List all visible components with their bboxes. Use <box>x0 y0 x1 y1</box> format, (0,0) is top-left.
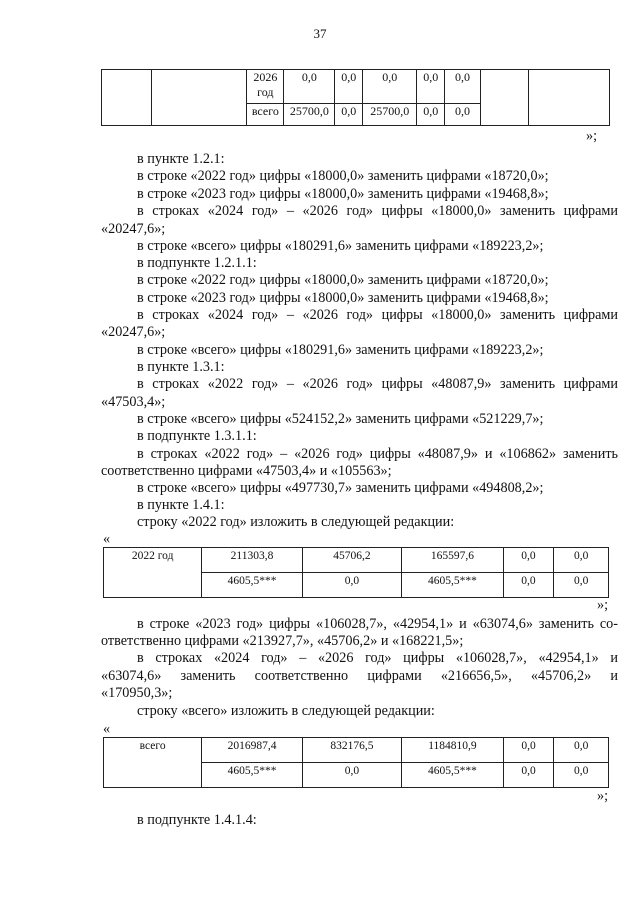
text-line: «63074,6» заменить соответственно цифрами «216656,5», «45706,2» и <box>101 668 618 684</box>
text-line: строку «2022 год» изложить в следующей редакции: <box>137 514 455 530</box>
text-line: соответственно цифрами «47503,4» и «105563»; <box>101 463 392 479</box>
table-2022 <box>103 547 609 598</box>
empty-cell <box>480 70 528 126</box>
row-label: 2022 год <box>104 548 202 598</box>
text-line: в подпункте 1.3.1.1: <box>137 428 257 444</box>
value-cell: 4605,5*** <box>402 763 503 788</box>
empty-cell <box>102 70 152 126</box>
text-line: в пункте 1.2.1: <box>137 151 225 167</box>
value-cell: 0,0 <box>554 763 609 788</box>
value-cell: 832176,5 <box>302 738 401 763</box>
text-line: в строке «всего» цифры «180291,6» заменить цифрами «189223,2»; <box>137 342 544 358</box>
open-quote: « <box>103 531 111 547</box>
value-cell: 4605,5*** <box>202 573 303 598</box>
value-cell: 0,0 <box>335 104 363 126</box>
close-quote: »; <box>597 788 609 804</box>
text-line: в пункте 1.4.1: <box>137 497 225 513</box>
text-line: «20247,6»; <box>101 324 166 340</box>
close-quote: »; <box>597 597 609 613</box>
text-line: в подпункте 1.2.1.1: <box>137 255 257 271</box>
text-line: строку «всего» изложить в следующей редакции: <box>137 703 435 719</box>
text-line: в строке «2023 год» цифры «18000,0» заменить цифрами «19468,8»; <box>137 186 549 202</box>
value-cell: 165597,6 <box>402 548 504 573</box>
value-cell: 0,0 <box>284 70 335 104</box>
value-cell: 0,0 <box>302 573 401 598</box>
text-line: в строке «всего» цифры «497730,7» заменить цифрами «494808,2»; <box>137 480 544 496</box>
text-line: в строке «2022 год» цифры «18000,0» заменить цифрами «18720,0»; <box>137 168 549 184</box>
open-quote: « <box>103 721 111 737</box>
row-label: всего <box>104 738 202 788</box>
year-cell: 2026 год <box>247 70 284 104</box>
value-cell: 4605,5*** <box>402 573 504 598</box>
value-cell: 0,0 <box>554 573 609 598</box>
value-cell: 0,0 <box>503 573 554 598</box>
value-cell: 45706,2 <box>302 548 401 573</box>
text-line: в строке «2023 год» цифры «18000,0» заменить цифрами «19468,8»; <box>137 290 549 306</box>
text-line: в строке «2022 год» цифры «18000,0» заменить цифрами «18720,0»; <box>137 272 549 288</box>
value-cell: 25700,0 <box>284 104 335 126</box>
value-cell: 0,0 <box>363 70 417 104</box>
year-cell: всего <box>247 104 284 126</box>
value-cell: 0,0 <box>417 104 445 126</box>
text-line: в строке «всего» цифры «524152,2» заменить цифрами «521229,7»; <box>137 411 544 427</box>
value-cell: 0,0 <box>302 763 401 788</box>
value-cell: 0,0 <box>445 70 481 104</box>
text-line: «170950,3»; <box>101 685 173 701</box>
value-cell: 0,0 <box>503 548 554 573</box>
value-cell: 0,0 <box>554 738 609 763</box>
text-line: «20247,6»; <box>101 221 166 237</box>
value-cell: 2016987,4 <box>202 738 302 763</box>
value-cell: 0,0 <box>503 738 554 763</box>
text-line: в строках «2022 год» – «2026 год» цифры «48087,9» и «106862» заменить <box>137 446 618 462</box>
value-cell: 1184810,9 <box>402 738 503 763</box>
text-line: в строках «2024 год» – «2026 год» цифры «18000,0» заменить цифрами <box>137 307 618 323</box>
text-line: в подпункте 1.4.1.4: <box>137 812 257 828</box>
value-cell: 4605,5*** <box>202 763 302 788</box>
value-cell: 0,0 <box>503 763 554 788</box>
empty-cell <box>152 70 247 126</box>
empty-cell <box>529 70 610 126</box>
top-table <box>101 69 610 126</box>
text-line: «47503,4»; <box>101 394 166 410</box>
value-cell: 0,0 <box>554 548 609 573</box>
text-line: в строке «2023 год» цифры «106028,7», «42954,1» и «63074,6» заменить со- <box>137 616 618 632</box>
value-cell: 0,0 <box>445 104 481 126</box>
value-cell: 211303,8 <box>202 548 303 573</box>
text-line: в строках «2024 год» – «2026 год» цифры «106028,7», «42954,1» и <box>137 650 618 666</box>
text-line: в строке «всего» цифры «180291,6» заменить цифрами «189223,2»; <box>137 238 544 254</box>
close-quote: »; <box>586 128 598 144</box>
text-line: в строках «2022 год» – «2026 год» цифры «48087,9» заменить цифрами <box>137 376 618 392</box>
text-line: ответственно цифрами «213927,7», «45706,2» и «168221,5»; <box>101 633 464 649</box>
value-cell: 25700,0 <box>363 104 417 126</box>
table-total <box>103 737 609 788</box>
page-number: 37 <box>313 26 327 41</box>
text-line: в строках «2024 год» – «2026 год» цифры «18000,0» заменить цифрами <box>137 203 618 219</box>
value-cell: 0,0 <box>335 70 363 104</box>
text-line: в пункте 1.3.1: <box>137 359 225 375</box>
value-cell: 0,0 <box>417 70 445 104</box>
